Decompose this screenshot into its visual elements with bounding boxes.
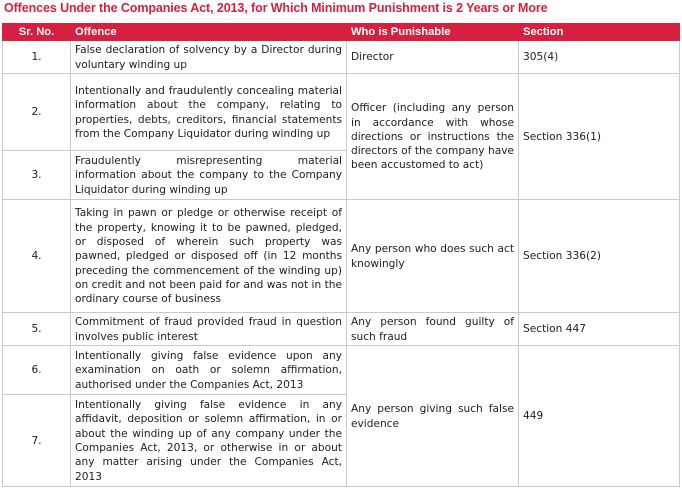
row-sr-no: 4.	[3, 200, 71, 313]
row-sr-no: 6.	[3, 346, 71, 395]
offences-table	[2, 23, 680, 487]
header-sr-no: Sr. No.	[3, 24, 71, 41]
row-punishable: Any person giving such false evidence	[347, 346, 519, 487]
row-offence: Intentionally giving false evidence in any affidavit, deposition or solemn affirmation, in or about the winding up of any company under the Companies Act, 2013, or otherwise in or about any matter arising under the Companies Act, 2013	[71, 395, 347, 487]
row-section: 305(4)	[519, 41, 680, 74]
row-punishable: Director	[347, 41, 519, 74]
row-section: Section 447	[519, 313, 680, 346]
table-row	[3, 313, 680, 346]
row-offence: Intentionally giving false evidence upon any examination on oath or solemn affirmation, authorised under the Companies Act, 2013	[71, 346, 347, 395]
row-sr-no: 5.	[3, 313, 71, 346]
row-sr-no: 3.	[3, 151, 71, 200]
page-title: Offences Under the Companies Act, 2013, for Which Minimum Punishment is 2 Years or More	[4, 1, 548, 15]
table-row	[3, 74, 680, 151]
row-offence: False declaration of solvency by a Director during voluntary winding up	[71, 41, 347, 74]
row-punishable: Any person who does such act knowingly	[347, 200, 519, 313]
row-sr-no: 1.	[3, 41, 71, 74]
header-section: Section	[519, 24, 680, 41]
row-offence: Taking in pawn or pledge or otherwise receipt of the property, knowing it to be pawned, pledged, or disposed of wherein such property was pawned, pledged or disposed off (in 12 months preceding the commencement of the winding up) on credit and not been paid for and was not in the ordinary course of business	[71, 200, 347, 313]
row-section: 449	[519, 346, 680, 487]
table-row	[3, 41, 680, 74]
row-section: Section 336(2)	[519, 200, 680, 313]
header-punishable: Who is Punishable	[347, 24, 519, 41]
row-punishable: Any person found guilty of such fraud	[347, 313, 519, 346]
row-section: Section 336(1)	[519, 74, 680, 200]
row-punishable: Officer (including any person in accordance with whose directions or instructions the directors of the company have been accustomed to act)	[347, 74, 519, 200]
row-sr-no: 2.	[3, 74, 71, 151]
row-offence: Commitment of fraud provided fraud in question involves public interest	[71, 313, 347, 346]
row-offence: Fraudulently misrepresenting material information about the company to the Company Liquidator during winding up	[71, 151, 347, 200]
table-row	[3, 346, 680, 395]
row-offence: Intentionally and fraudulently concealing material information about the company, relating to properties, debts, creditors, financial statements from the Company Liquidator during winding up	[71, 74, 347, 151]
row-sr-no: 7.	[3, 395, 71, 487]
table-row	[3, 200, 680, 313]
header-offence: Offence	[71, 24, 347, 41]
table-header-row	[3, 24, 680, 41]
